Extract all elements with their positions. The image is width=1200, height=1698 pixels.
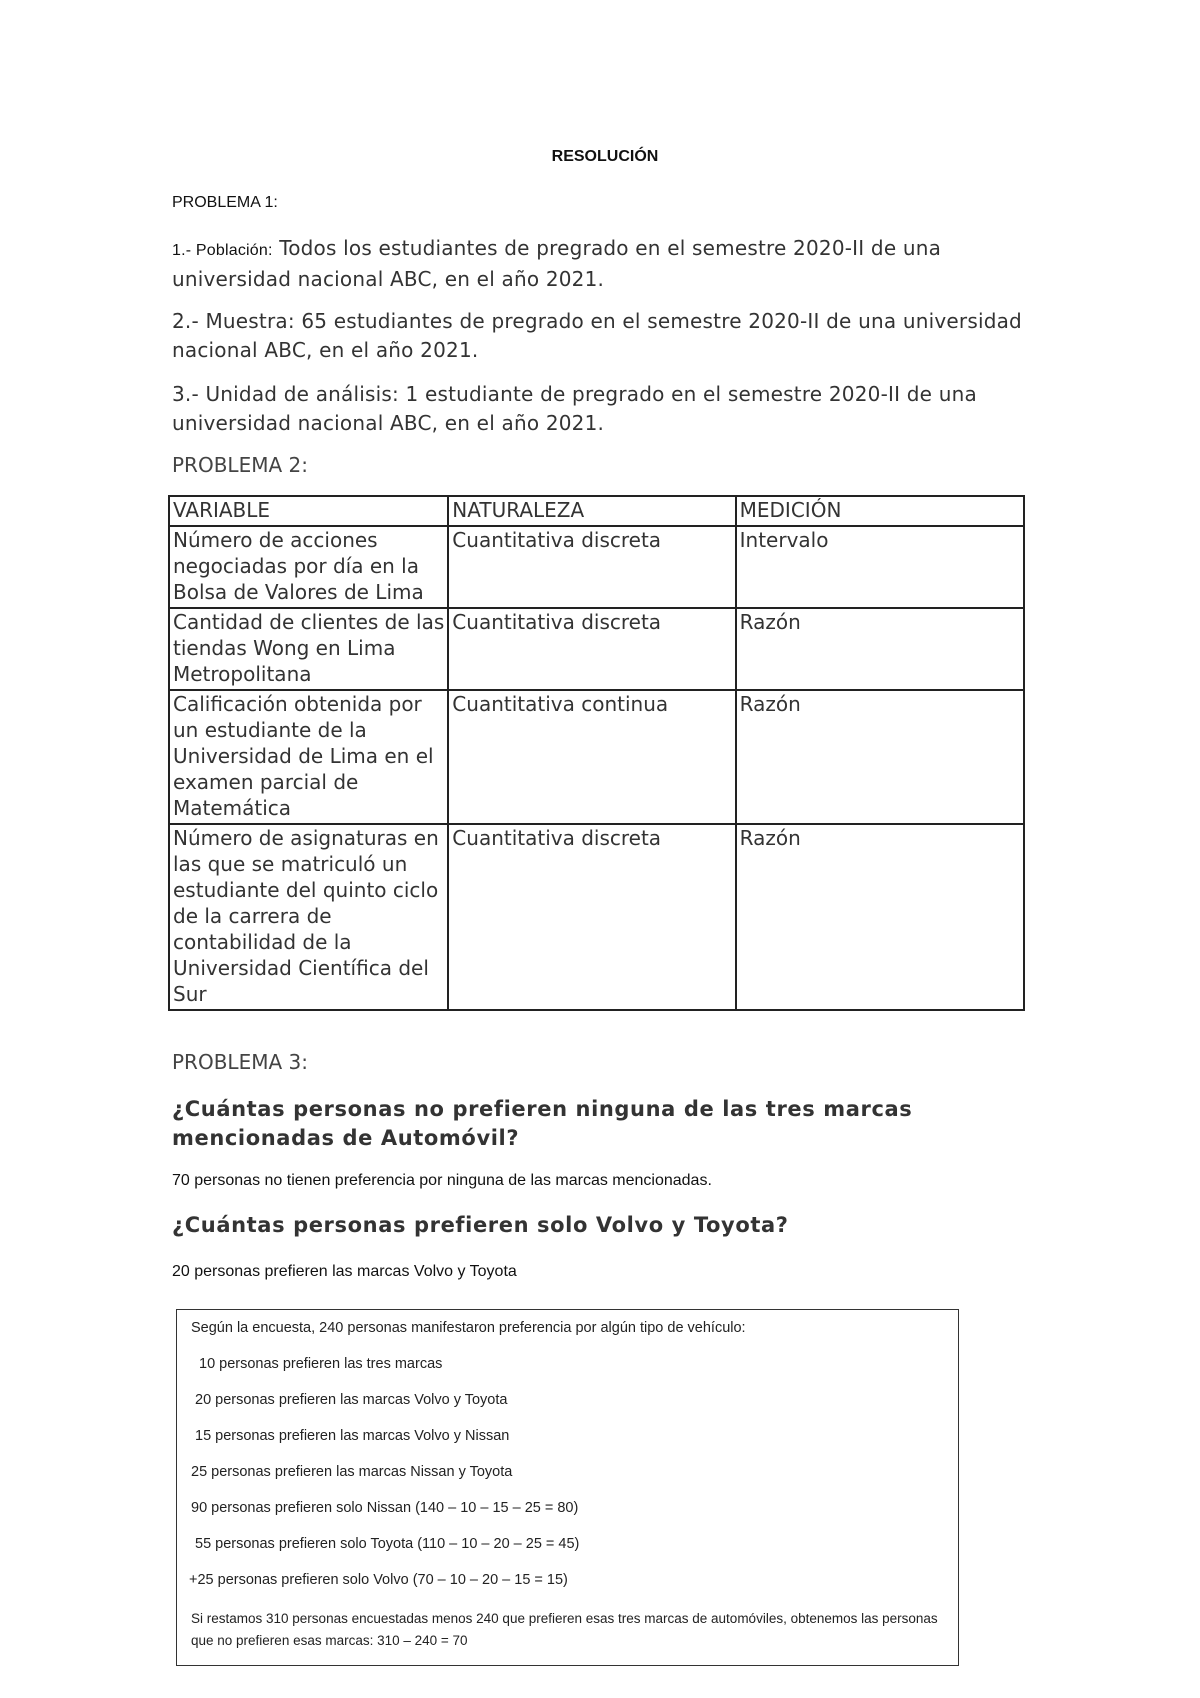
table-row <box>169 690 1024 824</box>
header-medicion: MEDICIÓN <box>736 496 1024 526</box>
unidad-analisis-paragraph: 3.- Unidad de análisis: 1 estudiante de pregrado en el semestre 2020-II de una universidad nacional ABC, en el año 2021. <box>172 382 977 435</box>
variable-cell: Número de asignaturas en las que se matriculó un estudiante del quinto ciclo de la carrera de contabilidad de la Universidad Científica del Sur <box>169 824 448 1010</box>
question-ninguna-marca: ¿Cuántas personas no prefieren ninguna de las tres marcas mencionadas de Automóvil? <box>172 1097 913 1150</box>
header-variable: VARIABLE <box>169 496 448 526</box>
variable-cell: Calificación obtenida por un estudiante de la Universidad de Lima en el examen parcial de Matemática <box>169 690 448 824</box>
question-volvo-toyota: ¿Cuántas personas prefieren solo Volvo y Toyota? <box>172 1213 789 1237</box>
poblacion-text: Todos los estudiantes de pregrado en el semestre 2020-II de una universidad nacional ABC, en el año 2021. <box>172 236 942 291</box>
problem1-heading: PROBLEMA 1: <box>172 194 278 211</box>
summary-line: 20 personas prefieren las marcas Volvo y Toyota <box>195 1392 508 1408</box>
variables-table <box>168 495 1025 1011</box>
naturaleza-cell: Cuantitativa discreta <box>448 824 735 1010</box>
summary-line: 10 personas prefieren las tres marcas <box>199 1356 443 1372</box>
page-title: RESOLUCIÓN <box>551 148 659 165</box>
summary-line: 25 personas prefieren las marcas Nissan y Toyota <box>191 1464 513 1480</box>
summary-intro: Según la encuesta, 240 personas manifestaron preferencia por algún tipo de vehículo: <box>191 1320 746 1336</box>
variable-cell: Número de acciones negociadas por día en la Bolsa de Valores de Lima <box>169 526 448 608</box>
summary-line: 90 personas prefieren solo Nissan (140 – 10 – 15 – 25 = 80) <box>191 1500 579 1516</box>
survey-summary-box <box>176 1309 959 1666</box>
table-row <box>169 608 1024 690</box>
problem2-heading: PROBLEMA 2: <box>172 453 308 477</box>
problem3-heading: PROBLEMA 3: <box>172 1050 308 1074</box>
summary-line: 55 personas prefieren solo Toyota (110 – 10 – 20 – 25 = 45) <box>195 1536 580 1552</box>
header-naturaleza: NATURALEZA <box>448 496 735 526</box>
medicion-cell: Razón <box>736 824 1024 1010</box>
muestra-paragraph: 2.- Muestra: 65 estudiantes de pregrado en el semestre 2020-II de una universidad nacional ABC, en el año 2021. <box>172 309 1022 362</box>
naturaleza-cell: Cuantitativa discreta <box>448 608 735 690</box>
poblacion-paragraph <box>172 234 1052 294</box>
poblacion-label: 1.- Población: <box>172 242 273 259</box>
medicion-cell: Intervalo <box>736 526 1024 608</box>
summary-line: 15 personas prefieren las marcas Volvo y Nissan <box>195 1428 510 1444</box>
naturaleza-cell: Cuantitativa discreta <box>448 526 735 608</box>
answer-volvo-toyota: 20 personas prefieren las marcas Volvo y Toyota <box>172 1263 517 1280</box>
answer-ninguna-marca: 70 personas no tienen preferencia por ninguna de las marcas mencionadas. <box>172 1172 712 1189</box>
table-row <box>169 526 1024 608</box>
summary-footer: Si restamos 310 personas encuestadas menos 240 que prefieren esas tres marcas de automóviles, obtenemos las personas que no prefieren esas marcas: 310 – 240 = 70 <box>191 1611 938 1648</box>
variable-cell: Cantidad de clientes de las tiendas Wong en Lima Metropolitana <box>169 608 448 690</box>
naturaleza-cell: Cuantitativa continua <box>448 690 735 824</box>
summary-line: +25 personas prefieren solo Volvo (70 – 10 – 20 – 15 = 15) <box>189 1572 568 1588</box>
medicion-cell: Razón <box>736 608 1024 690</box>
table-row <box>169 824 1024 1010</box>
medicion-cell: Razón <box>736 690 1024 824</box>
table-header-row <box>169 496 1024 526</box>
